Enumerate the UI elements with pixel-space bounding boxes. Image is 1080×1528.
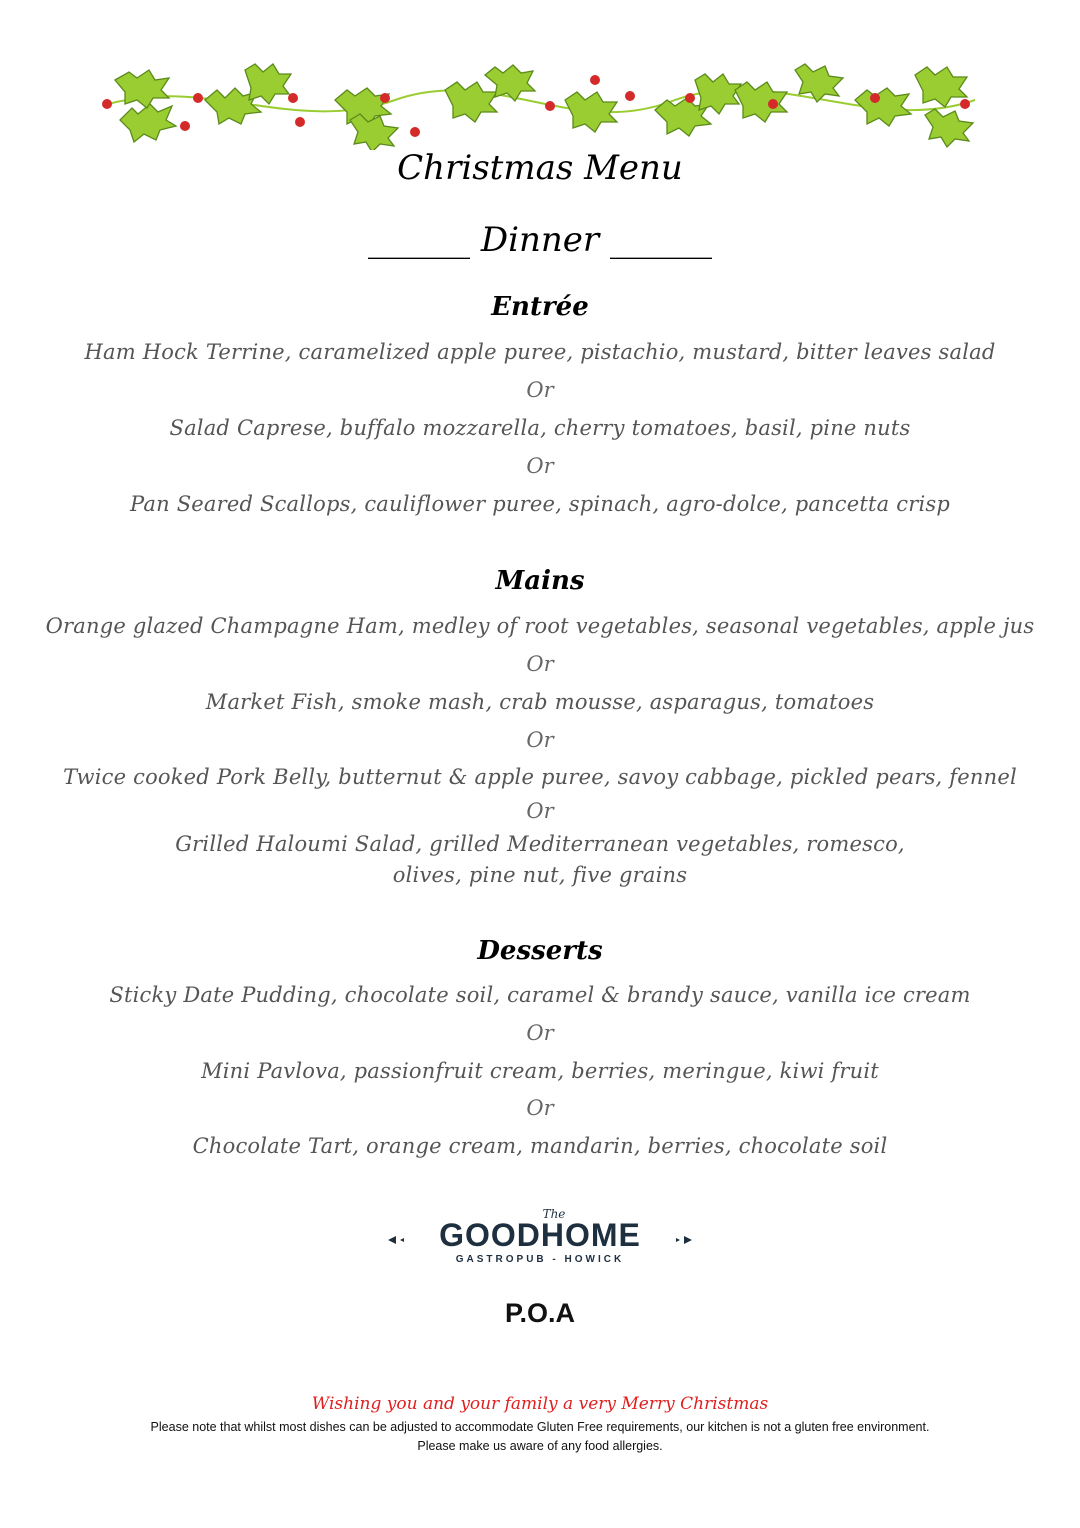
menu-item: Salad Caprese, buffalo mozzarella, cherry tomatoes, basil, pine nuts: [169, 416, 911, 440]
menu-item: Grilled Haloumi Salad, grilled Mediterranean vegetables, romesco,: [175, 832, 905, 856]
goodhome-logo: [382, 1204, 698, 1272]
gluten-free-note: Please note that whilst most dishes can be adjusted to accommodate Gluten Free requirements, our kitchen is not a gluten free environment.: [150, 1420, 930, 1434]
svg-text:GASTROPUB - HOWICK: GASTROPUB - HOWICK: [455, 1254, 625, 1265]
or-separator: Or: [526, 728, 554, 752]
menu-item: Pan Seared Scallops, cauliflower puree, spinach, agro-dolce, pancetta crisp: [129, 492, 951, 516]
menu-item: Mini Pavlova, passionfruit cream, berries, meringue, kiwi fruit: [201, 1059, 879, 1083]
section-heading-mains: Mains: [495, 566, 585, 596]
holly-garland-decoration: [95, 60, 985, 150]
section-heading-entree: Entrée: [491, 292, 589, 322]
menu-item-continued: olives, pine nut, five grains: [392, 863, 688, 887]
menu-item: Orange glazed Champagne Ham, medley of root vegetables, seasonal vegetables, apple jus: [45, 614, 1035, 638]
or-separator: Or: [526, 1021, 554, 1045]
or-separator: Or: [526, 799, 554, 823]
or-separator: Or: [526, 652, 554, 676]
menu-item: Ham Hock Terrine, caramelized apple puree, pistachio, mustard, bitter leaves salad: [84, 340, 996, 364]
menu-item: Market Fish, smoke mash, crab mousse, asparagus, tomatoes: [205, 690, 875, 714]
or-separator: Or: [526, 378, 554, 402]
dinner-heading: ______ Dinner ______: [368, 220, 712, 260]
menu-item: Sticky Date Pudding, chocolate soil, caramel & brandy sauce, vanilla ice cream: [109, 983, 971, 1007]
menu-item: Twice cooked Pork Belly, butternut & apple puree, savoy cabbage, pickled pears, fennel: [63, 765, 1017, 789]
christmas-wish: Wishing you and your family a very Merry Christmas: [311, 1394, 769, 1414]
price-poa: P.O.A: [504, 1298, 576, 1328]
menu-title: Christmas Menu: [397, 148, 683, 188]
menu-item: Chocolate Tart, orange cream, mandarin, berries, chocolate soil: [192, 1134, 888, 1158]
svg-text:The: The: [542, 1207, 566, 1221]
or-separator: Or: [526, 1096, 554, 1120]
allergy-note: Please make us aware of any food allergies.: [417, 1439, 663, 1453]
or-separator: Or: [526, 454, 554, 478]
svg-text:GOODHOME: GOODHOME: [439, 1217, 641, 1253]
section-heading-desserts: Desserts: [477, 936, 603, 966]
